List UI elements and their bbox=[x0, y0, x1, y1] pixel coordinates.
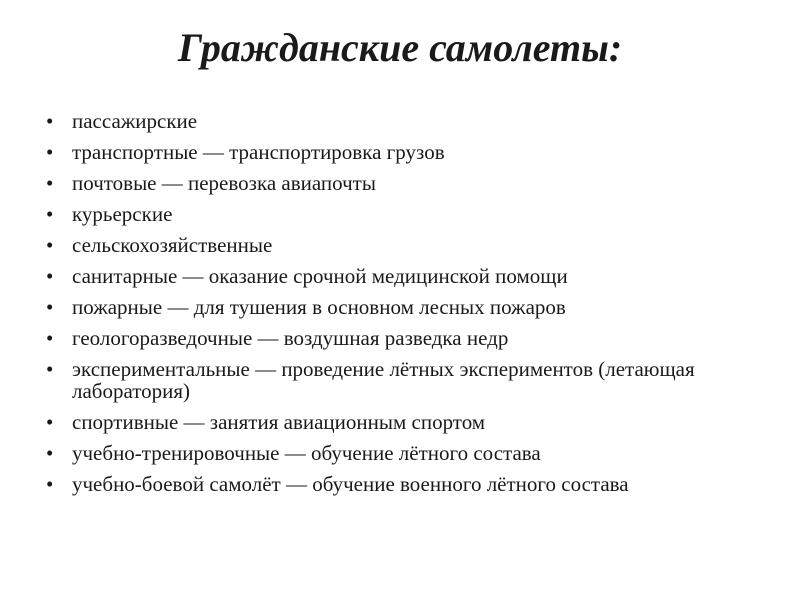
bullet-icon: • bbox=[46, 472, 54, 496]
list-item-text: курьерские bbox=[72, 202, 173, 226]
list-item-text: учебно-боевой самолёт — обучение военного лётного состава bbox=[72, 472, 629, 496]
list-item-text: пассажирские bbox=[72, 109, 198, 133]
bullet-icon: • bbox=[46, 410, 54, 434]
bullet-icon: • bbox=[46, 264, 54, 288]
list-item-text: почтовые — перевозка авиапочты bbox=[72, 171, 376, 195]
bullet-icon: • bbox=[46, 202, 54, 226]
list-item bbox=[44, 473, 764, 495]
list-item-text: учебно-тренировочные — обучение лётного состава bbox=[72, 441, 541, 465]
list-item bbox=[44, 110, 764, 132]
bullet-icon: • bbox=[46, 326, 54, 350]
list-item bbox=[44, 203, 764, 225]
list-item-text: экспериментальные — проведение лётных экспериментов (летающая лаборатория) bbox=[72, 357, 695, 403]
list-item bbox=[44, 172, 764, 194]
bullet-icon: • bbox=[46, 109, 54, 133]
list-item-text: пожарные — для тушения в основном лесных пожаров bbox=[72, 295, 566, 319]
bullet-icon: • bbox=[46, 140, 54, 164]
list-item bbox=[44, 358, 764, 402]
list-item-text: сельскохозяйственные bbox=[72, 233, 273, 257]
list-item bbox=[44, 411, 764, 433]
list-item-text: санитарные — оказание срочной медицинской помощи bbox=[72, 264, 568, 288]
list-item bbox=[44, 296, 764, 318]
list-item bbox=[44, 442, 764, 464]
bullet-icon: • bbox=[46, 233, 54, 257]
list-item bbox=[44, 265, 764, 287]
list-item-text: спортивные — занятия авиационным спортом bbox=[72, 410, 486, 434]
bullet-icon: • bbox=[46, 441, 54, 465]
bullet-list bbox=[44, 110, 764, 504]
list-item-text: геологоразведочные — воздушная разведка недр bbox=[72, 326, 509, 350]
list-item bbox=[44, 234, 764, 256]
bullet-icon: • bbox=[46, 295, 54, 319]
list-item bbox=[44, 327, 764, 349]
bullet-icon: • bbox=[46, 171, 54, 195]
list-item bbox=[44, 141, 764, 163]
slide-title: Гражданские самолеты: bbox=[177, 25, 623, 70]
list-item-text: транспортные — транспортировка грузов bbox=[72, 140, 445, 164]
bullet-icon: • bbox=[46, 357, 54, 381]
